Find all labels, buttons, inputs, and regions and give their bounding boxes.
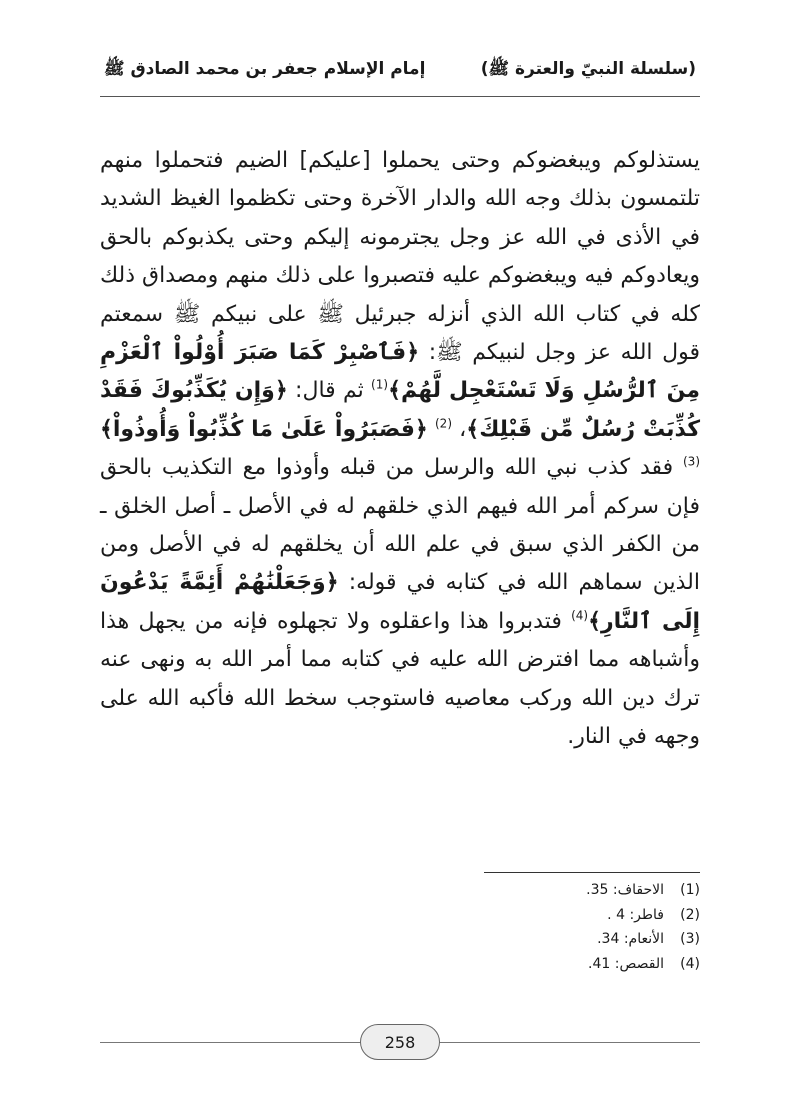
footnote-item: [586, 952, 700, 977]
text-run: يستذلوكم ويبغضوكم وحتى يحملوا [عليكم] الضيم فتحملوا منهم تلتمسون بذلك وجه الله والدار الآخرة وحتى تكظموا الغيظ الشديد في الأذى في الله عز وجل يجترمونه إليكم وحتى يكذبوكم بالحق ويعادوكم فيه ويبغضوكم عليه فتصبروا على ذلك منهم ومصداق ذلك كله في كتاب الله الذي أنزله جبرئيل ﷺ على نبيكم ﷺ سمعتم قول الله عز وجل لنبيكم ﷺ:: [100, 148, 700, 366]
text-run: فتدبروا هذا واعقلوه ولا تجهلوه فإنه من يجهل هذا وأشباهه مما افترض الله عليه في كتابه مما أمر الله به ونهى عنه ترك دين الله وركب معاصيه فاستوجب سخط الله فأكبه الله على وجهه في النار.: [100, 608, 700, 750]
text-run: [428, 417, 435, 442]
footnote-item: [586, 927, 700, 952]
quran-verse-1: ﴿فَٱصْبِرْ كَمَا صَبَرَ أُوْلُواْ ٱلْعَزْمِ مِنَ ٱلرُّسُلِ وَلَا تَسْتَعْجِل لَّهُمْ﴾: [100, 340, 700, 404]
running-header: [100, 58, 700, 88]
footnote-text: فاطر: 4 .: [607, 906, 664, 923]
quran-verse-4: ﴿وَجَعَلْنَٰهُمْ أَئِمَّةً يَدْعُونَ إِلَى ٱلنَّارِ﴾: [100, 570, 700, 634]
text-run: فقد كذب نبي الله والرسل من قبله وأوذوا مع التكذيب بالحق فإن سركم أمر الله فيهم الذي خلقهم له في الأصل ـ أصل الخلق ـ من الكفر الذي سبق في علم الله أن يخلقهم له في الأصل ومن الذين سماهم الله في كتابه في قوله:: [100, 455, 700, 596]
footer-rule-left: [100, 1042, 362, 1043]
body-paragraph: [100, 142, 700, 757]
series-title: (سلسلة النبيّ والعترة ﷺ): [480, 59, 696, 79]
main-text: [100, 142, 700, 757]
footnote-item: [586, 878, 700, 903]
footnote-ref-4: (4): [571, 608, 589, 623]
footnote-text: الاحقاف: 35.: [586, 882, 664, 898]
quran-verse-3: ﴿فَصَبَرُواْ عَلَىٰ مَا كُذِّبُواْ وَأُوذُواْ﴾: [100, 416, 428, 442]
footnote-item: [586, 903, 700, 928]
footnote-text: القصص: 41.: [588, 955, 664, 972]
page-footer: [100, 1022, 700, 1062]
footer-rule-right: [438, 1042, 700, 1043]
footnote-ref-2: (2): [434, 416, 452, 431]
footnotes: [586, 878, 700, 976]
quran-verse-2: ﴿وَإِن يُكَذِّبُوكَ فَقَدْ كُذِّبَتْ رُسُلٌ مِّن قَبْلِكَ﴾: [100, 378, 700, 442]
book-title: إمام الإسلام جعفر بن محمد الصادق ﷺ: [104, 59, 426, 79]
footnote-number: (2): [680, 906, 700, 923]
footnote-ref-1: (1): [371, 378, 389, 393]
footnote-number: (4): [680, 955, 700, 972]
footnote-divider: [484, 872, 700, 873]
header-divider: [100, 96, 700, 97]
text-run: ثم قال:: [287, 378, 372, 404]
footnote-number: (1): [680, 882, 700, 898]
page-number: 258: [360, 1024, 440, 1060]
footnote-text: الأنعام: 34.: [597, 931, 664, 947]
footnote-ref-3: (3): [682, 454, 700, 469]
footnote-number: (3): [680, 931, 700, 947]
text-run: ،: [452, 416, 467, 442]
